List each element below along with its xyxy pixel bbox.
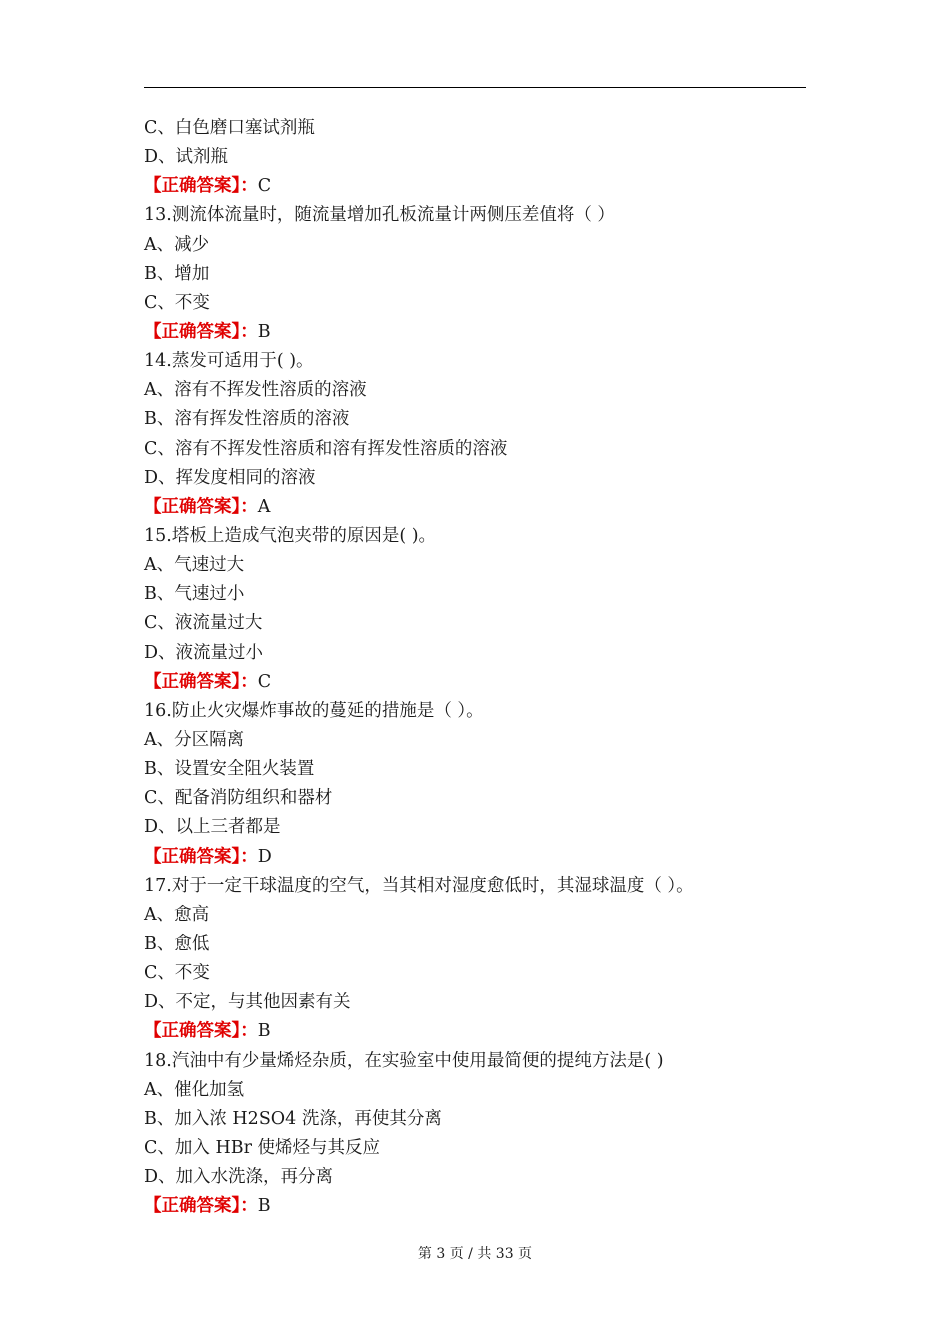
answer-value: C (257, 176, 272, 197)
answer-line (144, 172, 806, 201)
option-text: B、设置安全阻火装置 (144, 759, 315, 780)
option-text: B、气速过小 (144, 584, 245, 605)
answer-line (144, 318, 806, 347)
answer-line (144, 1017, 806, 1046)
question-text: 16.防止火灾爆炸事故的蔓延的措施是（ ）。 (144, 700, 484, 721)
option-text: C、溶有不挥发性溶质和溶有挥发性溶质的溶液 (144, 438, 508, 459)
answer-value: D (257, 846, 272, 867)
option-text: A、分区隔离 (144, 729, 245, 750)
question-text: 13.测流体流量时，随流量增加孔板流量计两侧压差值将（ ） (144, 205, 615, 226)
option-text: B、增加 (144, 263, 210, 284)
option-text: B、加入浓 H2SO4 洗涤，再使其分离 (144, 1108, 442, 1129)
option-text: C、不变 (144, 292, 210, 313)
answer-label: 【正确答案】： (144, 176, 258, 197)
answer-line (144, 1192, 806, 1221)
option-text: D、加入水洗涤，再分离 (144, 1167, 334, 1188)
header-rule (144, 87, 806, 88)
option-text: A、愈高 (144, 904, 210, 925)
option-text: B、溶有挥发性溶质的溶液 (144, 409, 350, 430)
option-text: A、气速过大 (144, 555, 245, 576)
option-text: C、白色磨口塞试剂瓶 (144, 118, 315, 138)
answer-value: A (257, 496, 271, 517)
answer-value: B (257, 1196, 271, 1217)
option-text: A、溶有不挥发性溶质的溶液 (144, 380, 367, 401)
answer-label: 【正确答案】： (144, 671, 258, 692)
answer-line (144, 843, 806, 872)
option-text: D、液流量过小 (144, 642, 264, 663)
option-text: D、以上三者都是 (144, 817, 281, 838)
question-text: 14.蒸发可适用于( )。 (144, 351, 314, 372)
option-text: A、催化加氢 (144, 1079, 245, 1100)
answer-label: 【正确答案】： (144, 1021, 258, 1042)
option-text: D、挥发度相同的溶液 (144, 467, 316, 488)
option-text: B、愈低 (144, 933, 210, 954)
option-text: D、试剂瓶 (144, 147, 229, 168)
document-body (144, 114, 806, 1221)
option-text: C、液流量过大 (144, 613, 263, 634)
answer-line (144, 668, 806, 697)
answer-value: B (257, 1021, 271, 1042)
answer-label: 【正确答案】： (144, 846, 258, 867)
option-text: C、不变 (144, 963, 210, 984)
answer-label: 【正确答案】： (144, 1196, 258, 1217)
answer-label: 【正确答案】： (144, 496, 258, 517)
question-text: 17.对于一定干球温度的空气，当其相对湿度愈低时，其湿球温度（ ）。 (144, 875, 694, 896)
page-footer: 第 3 页 / 共 33 页 (417, 1246, 533, 1262)
option-text: C、加入 HBr 使烯烃与其反应 (144, 1137, 381, 1158)
option-text: D、不定，与其他因素有关 (144, 992, 351, 1013)
option-text: A、减少 (144, 234, 210, 255)
answer-value: B (257, 321, 271, 342)
answer-line (144, 493, 806, 522)
question-text: 15.塔板上造成气泡夹带的原因是( )。 (144, 525, 437, 546)
question-text: 18.汽油中有少量烯烃杂质，在实验室中使用最简便的提纯方法是( ) (144, 1050, 664, 1071)
answer-value: C (257, 671, 272, 692)
option-text: C、配备消防组织和器材 (144, 788, 333, 809)
answer-label: 【正确答案】： (144, 321, 258, 342)
